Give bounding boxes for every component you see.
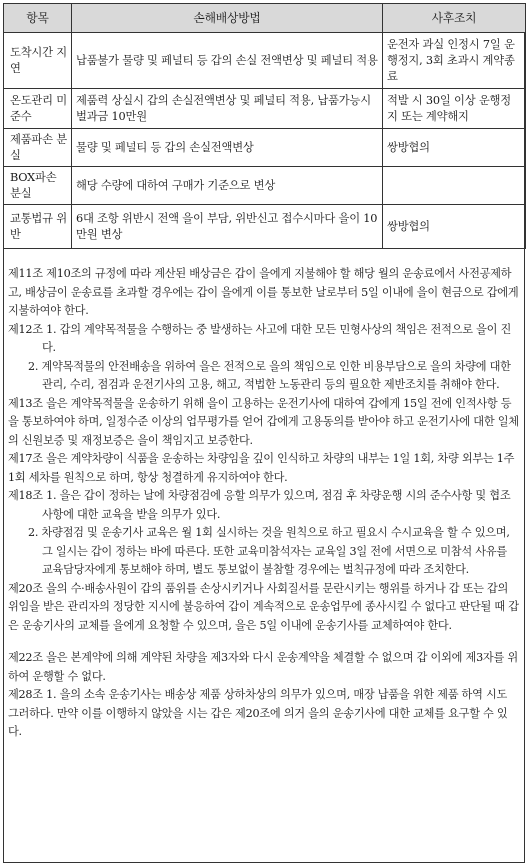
cell-item: BOX파손 분실	[4, 167, 72, 205]
table-row	[4, 129, 526, 167]
header-action: 사후조치	[383, 4, 526, 33]
table-row	[4, 89, 526, 129]
cell-method: 납품불가 물량 및 페널티 등 갑의 손실 전액변상 및 페널티 적용	[72, 33, 383, 89]
cell-action: 운전자 과실 인정시 7일 운행정지, 3회 초과시 계약종료	[383, 33, 526, 89]
cell-method: 6대 조항 위반시 전액 을이 부담, 위반신고 접수시마다 을이 10만원 변상	[72, 205, 383, 249]
clause-28: 제28조 1. 을의 소속 운송기사는 배송상 제품 상하차상의 의무가 있으며, 매장 납품을 위한 제품 하역 시도 그러하다. 만약 이를 이행하지 않았을 시는 갑은 제20조에 의거 을의 운송기사에 대한 교체를 요구할 수 있다.	[8, 688, 508, 738]
contract-clauses	[8, 265, 520, 742]
cell-item: 온도관리 미준수	[4, 89, 72, 129]
cell-item: 교통법규 위반	[4, 205, 72, 249]
cell-action: 적발 시 30일 이상 운행정지 또는 계약해지	[383, 89, 526, 129]
cell-method: 물량 및 페널티 등 갑의 손실전액변상	[72, 129, 383, 167]
clause-11: 제11조 제10조의 규정에 따라 계산된 배상금은 갑이 을에게 지불해야 할 해당 월의 운송료에서 사전공제하고, 배상금이 운송료를 초과할 경우에는 갑이 을에게 이를 통보한 날로부터 5일 이내에 을이 현금으로 갑에게 지불하여야 한다.	[8, 267, 519, 317]
damages-table	[3, 3, 526, 249]
clause-17: 제17조 을은 계약차량이 식품을 운송하는 차량임을 깊이 인식하고 차량의 내부는 1일 1회, 차량 외부는 1주 1회 세차를 원칙으로 하며, 항상 청결하게 유지하여야 한다.	[8, 452, 515, 484]
cell-method: 제품력 상실시 갑의 손실전액변상 및 페널티 적용, 납품가능시 벌과금 10만원	[72, 89, 383, 129]
clause-18-2: 2. 차량점검 및 운송기사 교육은 월 1회 실시하는 것을 원칙으로 하고 필요시 수시교육을 할 수 있으며, 그 일시는 갑이 정하는 바에 따른다. 또한 교육미참석자는 교육일 3일 전에 서면으로 미참석 사유를 교육담당자에게 통보해야 하며, 별도 통보없이 불참할 경우에는 벌칙규정에 따라 조치한다.	[28, 526, 510, 576]
clause-20: 제20조 을의 수·배송사원이 갑의 품위를 손상시키거나 사회질서를 문란시키는 행위를 하거나 갑 또는 갑의 위임을 받은 관리자의 정당한 지시에 불응하여 갑이 계속적으로 운송업무에 종사시킬 수 없다고 판단될 때 갑은 운송기사의 교체를 을에게 요청할 수 있으며, 을은 5일 이내에 운송기사를 교체하여야 한다.	[8, 581, 519, 632]
table-header-row	[4, 4, 526, 33]
cell-method: 해당 수량에 대하여 구매가 기준으로 변상	[72, 167, 383, 205]
table-row	[4, 167, 526, 205]
cell-item: 도착시간 지연	[4, 33, 72, 89]
cell-action: 쌍방협의	[383, 205, 526, 249]
table-row	[4, 205, 526, 249]
cell-action	[383, 167, 526, 205]
clause-18-1: 제18조 1. 을은 갑이 정하는 날에 차량점검에 응할 의무가 있으며, 점검 후 차량운행 시의 준수사항 및 협조사항에 대한 교육을 받을 의무가 있다.	[8, 489, 511, 521]
clause-12-1: 제12조 1. 갑의 계약목적물을 수행하는 중 발생하는 사고에 대한 모든 민형사상의 책임은 전적으로 을이 진다.	[8, 322, 512, 354]
header-item: 항목	[4, 4, 72, 33]
clause-22: 제22조 을은 본계약에 의해 계약된 차량을 제3자와 다시 운송계약을 체결할 수 없으며 갑 이외에 제3자를 위하여 운행할 수 없다.	[8, 651, 518, 683]
cell-action: 쌍방협의	[383, 129, 526, 167]
spacer	[8, 635, 520, 649]
cell-item: 제품파손 분실	[4, 129, 72, 167]
header-method: 손해배상방법	[72, 4, 383, 33]
table-row	[4, 33, 526, 89]
clause-12-2: 2. 계약목적물의 안전배송을 위하여 을은 전적으로 을의 책임으로 인한 비용부담으로 을의 차량에 대한 관리, 수리, 점검과 운전기사의 고용, 해고, 적법한 노동관리 등의 필요한 제반조치를 취해야 한다.	[28, 359, 511, 391]
clause-13: 제13조 을은 계약목적물을 운송하기 위해 을이 고용하는 운전기사에 대하여 갑에게 15일 전에 인적사항 등을 통보하여야 하며, 일정수준 이상의 업무평가를 얻어 갑에게 고용동의를 받아야 하고 운전기사에 대한 일체의 신원보증 및 재정보증은 을이 책임지고 보증한다.	[8, 396, 519, 447]
